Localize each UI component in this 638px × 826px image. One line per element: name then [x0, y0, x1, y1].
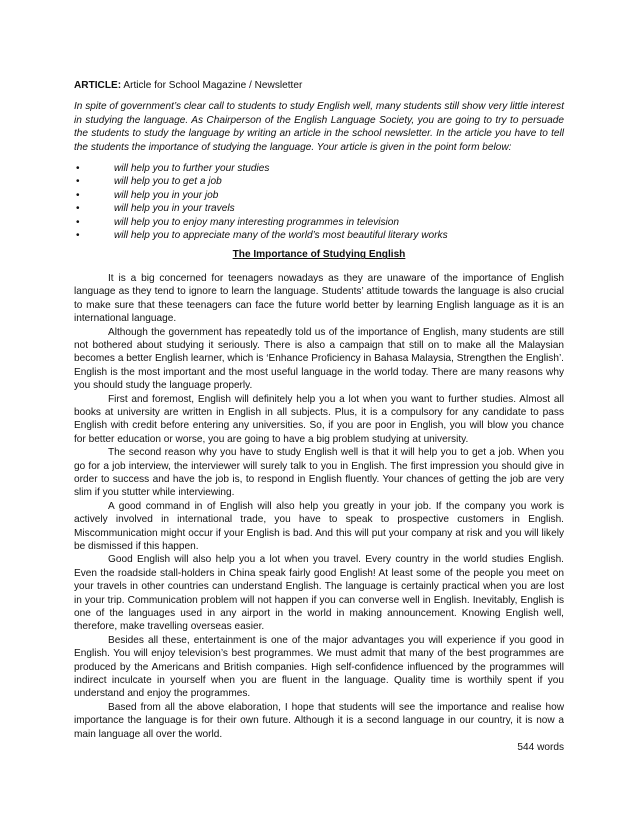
bullet-icon: • [76, 163, 80, 175]
essay-paragraph: Although the government has repeatedly told us of the importance of English, many students are still not bothered about studying it seriously. There is also a campaign that still on to make all the Malaysian becomes a better English learner, which is ‘Enhance Proficiency in Bahasa Malaysia, Strengthen the English’. English is the most important and the most useful language in the world today. There are many reasons why you should study the language properly. [74, 326, 564, 392]
essay-paragraph: Based from all the above elaboration, I hope that students will see the importance and realise how importance the language is for their own future. Although it is a second language in our country, it is now a main language all over the world. [74, 701, 564, 740]
point-text: will help you to further your studies [114, 163, 270, 175]
point-list [74, 162, 564, 242]
bullet-icon: • [76, 230, 80, 242]
point-text: will help you to get a job [114, 176, 222, 188]
article-heading-text: Article for School Magazine / Newsletter [121, 80, 303, 91]
point-item [74, 162, 564, 175]
point-item [74, 189, 564, 202]
bullet-icon: • [76, 189, 80, 201]
article-heading-label: ARTICLE: [74, 80, 122, 91]
point-item [74, 202, 564, 215]
point-item [74, 175, 564, 188]
point-text: will help you in your job [114, 189, 219, 201]
bullet-icon: • [76, 203, 80, 215]
point-item [74, 229, 564, 242]
point-text: will help you to enjoy many interesting programmes in television [114, 216, 400, 228]
bullet-icon: • [76, 176, 80, 188]
task-instructions: In spite of government’s clear call to students to study English well, many students still show very little interest in studying the language. As Chairperson of the English Language Society, you are going to try to persuade the students to study the language by writing an article in the school newsletter. In the article you have to tell the students the importance of studying the language. Your article is given in the point form below: [74, 101, 564, 153]
essay-paragraph: A good command in of English will also help you greatly in your job. If the company you work is actively involved in international trade, you have to speak to prospective customers in English. Miscommunication might occur if your English is bad. And this will put your company at risk and you will likely be dismissed if this happen. [74, 500, 564, 552]
essay-paragraph: Besides all these, entertainment is one of the major advantages you will experience if you good in English. You will enjoy television’s best programmes. We must admit that many of the best programmes are produced by the Americans and British companies. High self-confidence influenced by the programmes will indirect inculcate in yourself when you are fluent in the language. Quality time is worthily spent if you understand and enjoy the programmes. [74, 634, 564, 700]
point-item [74, 216, 564, 229]
essay-paragraph: First and foremost, English will definitely help you a lot when you want to further studies. Almost all books at university are written in English in all subjects. Plus, it is a compulsory for any candidate to pass English with credit before entering any universities. So, if you are poor in English, you will blow you chance for better education or worse, you are going to have a big problem studying at university. [74, 393, 564, 445]
point-text: will help you in your travels [114, 203, 235, 215]
essay-paragraph: It is a big concerned for teenagers nowadays as they are unaware of the importance of English language as they tend to ignore to learn the language. Students’ attitude towards the language is also crucial to make sure that these teenagers can face the future world better by learning English language as it is an international language. [74, 272, 564, 325]
essay-paragraph: The second reason why you have to study English well is that it will help you to get a job. When you go for a job interview, the interviewer will surely talk to you in English. The first impression you should give in order to success and have the job is, to respond in English fluently. Your chances of getting the job are very slim if you stutter while interviewing. [74, 447, 564, 499]
bullet-icon: • [76, 216, 80, 228]
essay-title: The Importance of Studying English [232, 249, 406, 261]
point-text: will help you to appreciate many of the world’s most beautiful literary works [114, 230, 448, 242]
article-heading [74, 79, 564, 92]
word-count: 544 words [517, 742, 564, 754]
essay-paragraph: Good English will also help you a lot when you travel. Every country in the world studies English. Even the roadside stall-holders in China speak fairly good English! At least some of the people you meet on your travels in other countries can understand English. The language is certainly practical when you are lost in your trip. Communication problem will not happen if you can converse well in English. Inevitably, English is one of the languages used in any airport in the world in making announcement. Knowing English well, therefore, make travelling overseas easier. [74, 554, 564, 633]
document-content [74, 79, 564, 755]
